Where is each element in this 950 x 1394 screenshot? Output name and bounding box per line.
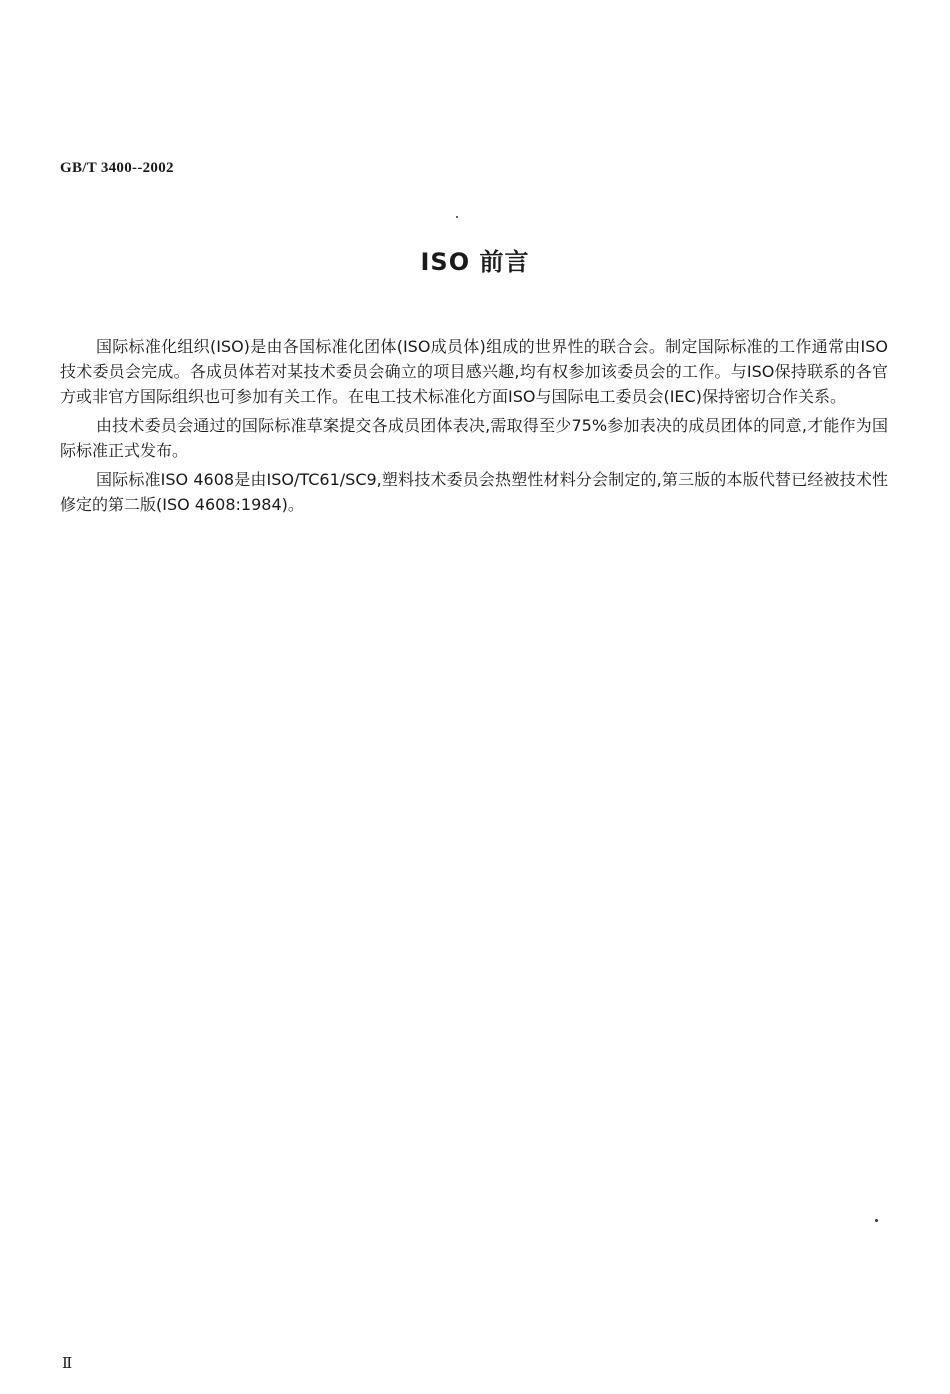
paragraph-voting-approval: 由技术委员会通过的国际标准草案提交各成员团体表决,需取得至少75%参加表决的成员团体的同意,才能作为国际标准正式发布。 xyxy=(60,416,888,460)
scan-speck xyxy=(456,216,458,218)
page-number: Ⅱ xyxy=(62,1356,73,1372)
page-title: ISO 前言 xyxy=(420,248,530,276)
paragraph-standard-origin: 国际标准ISO 4608是由ISO/TC61/SC9,塑料技术委员会热塑性材料分会制定的,第三版的本版代替已经被技术性修定的第二版(ISO 4608:1984)。 xyxy=(60,470,888,514)
scan-speck xyxy=(875,1219,878,1222)
foreword-body xyxy=(60,334,888,521)
standard-number-header: GB/T 3400--2002 xyxy=(60,160,174,176)
paragraph-iso-organization: 国际标准化组织(ISO)是由各国标准化团体(ISO成员体)组成的世界性的联合会。制定国际标准的工作通常由ISO技术委员会完成。各成员体若对某技术委员会确立的项目感兴趣,均有权参加该委员会的工作。与ISO保持联系的各官方或非官方国际组织也可参加有关工作。在电工技术标准化方面ISO与国际电工委员会(IEC)保持密切合作关系。 xyxy=(60,337,888,406)
